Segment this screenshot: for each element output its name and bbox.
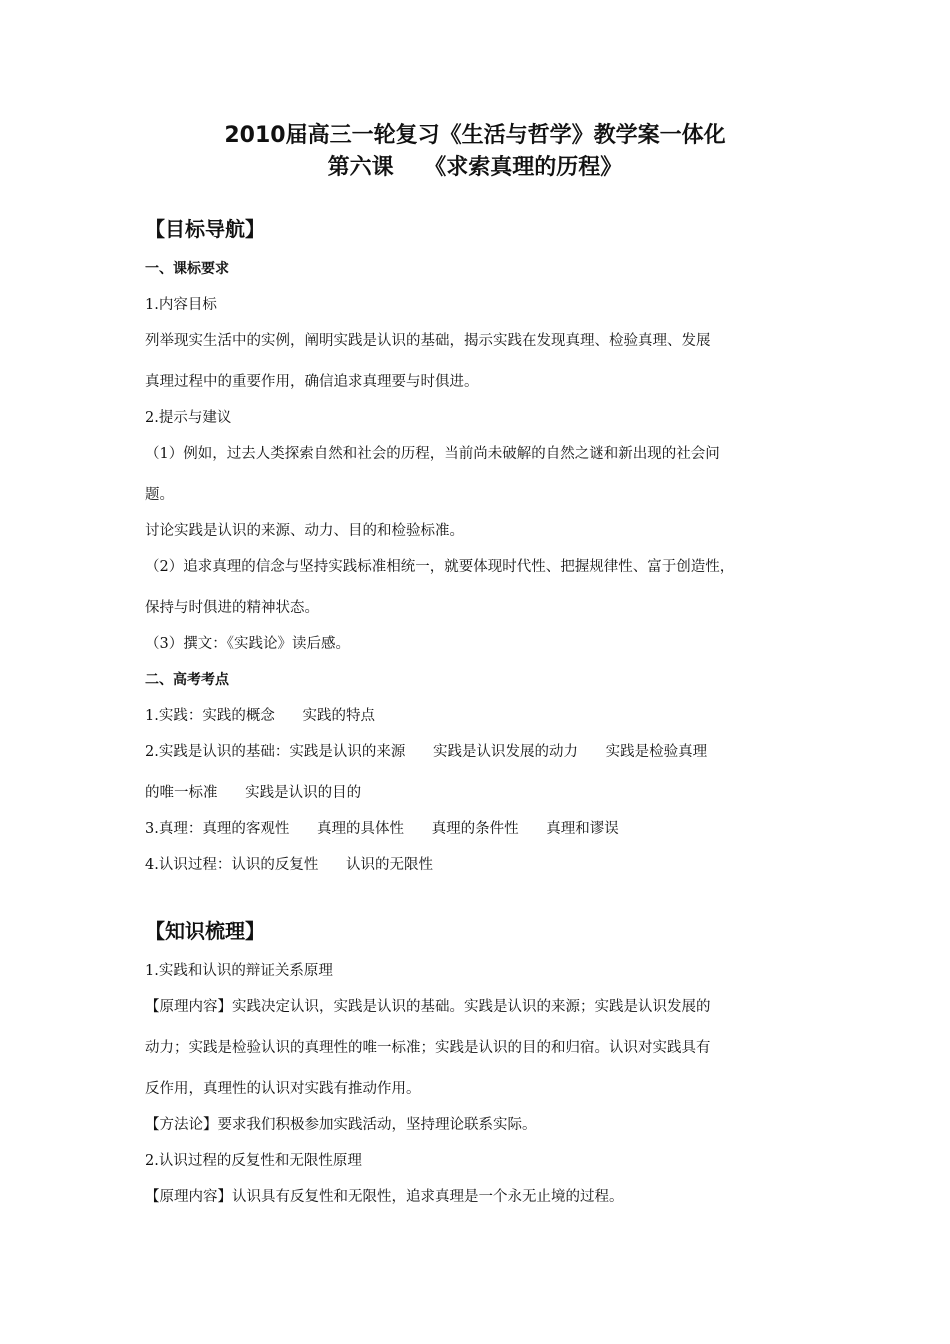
knowledge-content: 反作用，真理性的认识对实践有推动作用。 (145, 1081, 421, 1097)
knowledge-item-title: 1.实践和认识的辩证关系原理 (145, 963, 333, 979)
knowledge-methodology: 【方法论】要求我们积极参加实践活动，坚持理论联系实际。 (145, 1117, 537, 1133)
knowledge-content: 【原理内容】认识具有反复性和无限性，追求真理是一个永无止境的过程。 (145, 1189, 624, 1205)
exam-point: 1.实践：实践的概念 实践的特点 (145, 708, 375, 724)
suggestion-title: 2.提示与建议 (145, 410, 232, 426)
lesson-title: 第六课 《求索真理的历程》 (327, 155, 623, 180)
suggestion-item: 保持与时俱进的精神状态。 (145, 600, 319, 616)
document-title: 2010届高三一轮复习《生活与哲学》教学案一体化 (224, 123, 726, 148)
exam-point: 的唯一标准 实践是认识的目的 (145, 785, 362, 801)
subheading-exam-points: 二、高考考点 (145, 672, 229, 688)
exam-point: 2.实践是认识的基础：实践是认识的来源 实践是认识发展的动力 实践是检验真理 (145, 744, 708, 760)
suggestion-item: 题。 (145, 487, 174, 503)
suggestion-item: （2）追求真理的信念与坚持实践标准相统一，就要体现时代性、把握规律性、富于创造性， (145, 559, 735, 575)
section-heading-goals: 【目标导航】 (145, 217, 265, 241)
subheading-curriculum: 一、课标要求 (145, 261, 229, 277)
suggestion-item: （1）例如，过去人类探索自然和社会的历程，当前尚未破解的自然之谜和新出现的社会问 (145, 446, 720, 462)
knowledge-content: 动力；实践是检验认识的真理性的唯一标准；实践是认识的目的和归宿。认识对实践具有 (145, 1040, 711, 1056)
knowledge-content: 【原理内容】实践决定认识，实践是认识的基础。实践是认识的来源；实践是认识发展的 (145, 999, 711, 1015)
exam-point: 4.认识过程：认识的反复性 认识的无限性 (145, 857, 433, 873)
knowledge-item-title: 2.认识过程的反复性和无限性原理 (145, 1153, 362, 1169)
content-goal-title: 1.内容目标 (145, 297, 217, 313)
content-goal-line: 真理过程中的重要作用，确信追求真理要与时俱进。 (145, 374, 479, 390)
exam-point: 3.真理：真理的客观性 真理的具体性 真理的条件性 真理和谬误 (145, 821, 619, 837)
content-goal-line: 列举现实生活中的实例，阐明实践是认识的基础，揭示实践在发现真理、检验真理、发展 (145, 333, 711, 349)
suggestion-item: （3）撰文：《实践论》读后感。 (145, 636, 350, 652)
section-heading-knowledge: 【知识梳理】 (145, 919, 265, 943)
suggestion-item: 讨论实践是认识的来源、动力、目的和检验标准。 (145, 523, 464, 539)
